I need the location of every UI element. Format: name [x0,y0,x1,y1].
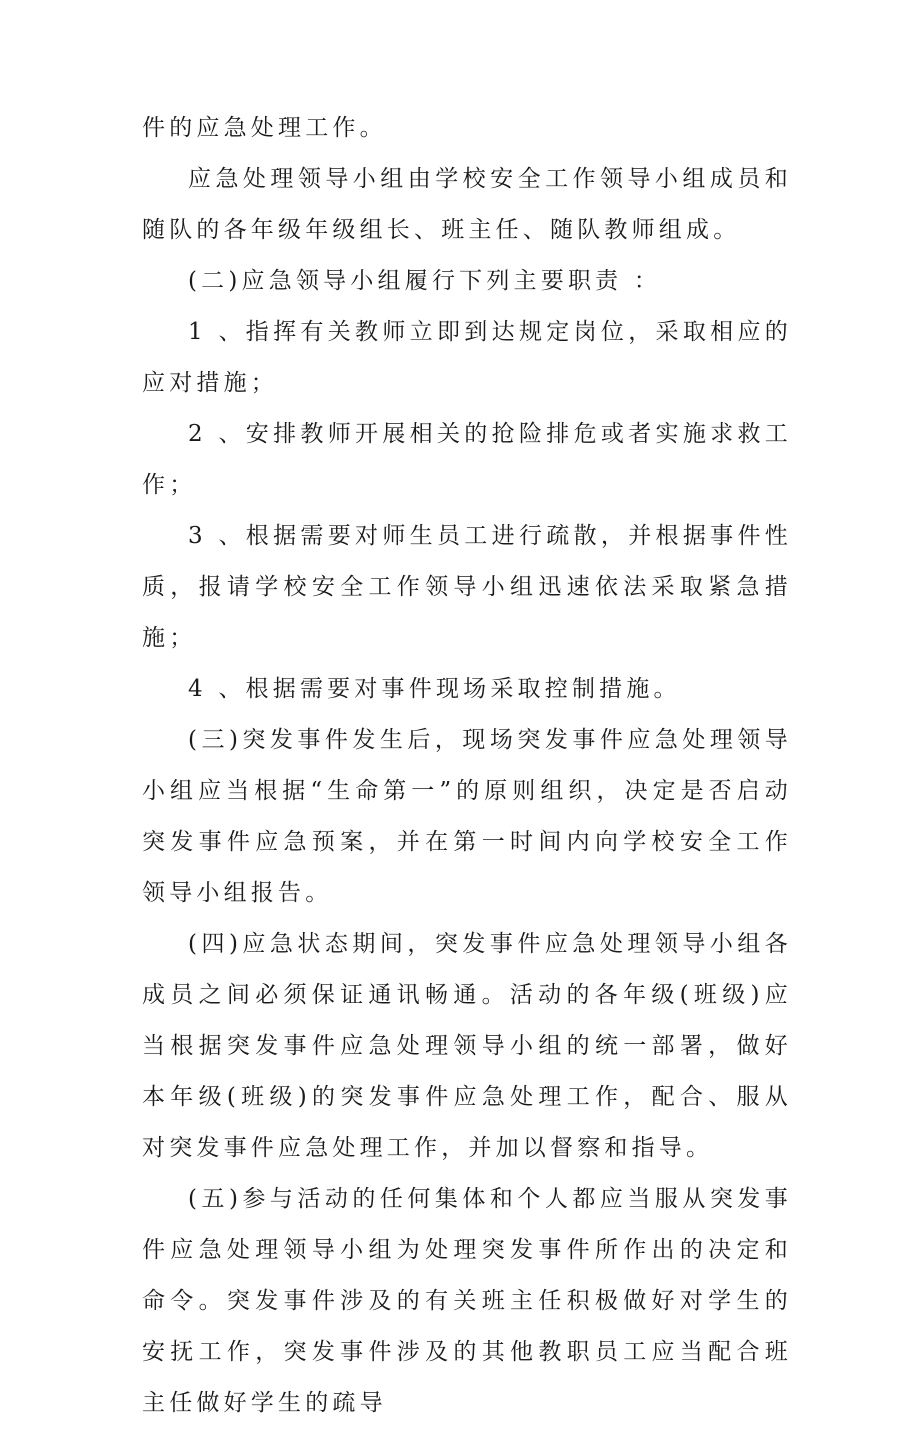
paragraph-duty-1: 1 、指挥有关教师立即到达规定岗位，采取相应的应对措施； [142,319,792,396]
paragraph-section-5: (五)参与活动的任何集体和个人都应当服从突发事件应急处理领导小组为处理突发事件所作出的决定和命令。突发事件涉及的有关班主任积极做好对学生的安抚工作，突发事件涉及的其他教职员工应当配合班主任做好学生的疏导 [142,1186,792,1416]
document-body [142,103,792,1429]
paragraph-section-4: (四)应急状态期间，突发事件应急处理领导小组各成员之间必须保证通讯畅通。活动的各年级(班级)应当根据突发事件应急处理领导小组的统一部署，做好本年级(班级)的突发事件应急处理工作，配合、服从对突发事件应急处理工作，并加以督察和指导。 [142,931,792,1161]
paragraph-section-2-heading: (二)应急领导小组履行下列主要职责 ： [188,268,662,294]
paragraph-duty-2: 2 、安排教师开展相关的抢险排危或者实施求救工作； [142,421,792,498]
paragraph-section-3: (三)突发事件发生后，现场突发事件应急处理领导小组应当根据“生命第一”的原则组织，决定是否启动突发事件应急预案，并在第一时间内向学校安全工作领导小组报告。 [142,727,792,906]
paragraph-continuation: 件的应急处理工作。 [142,115,387,141]
paragraph-duty-3: 3 、根据需要对师生员工进行疏散，并根据事件性质，报请学校安全工作领导小组迅速依法采取紧急措施； [142,523,792,651]
paragraph-team-composition: 应急处理领导小组由学校安全工作领导小组成员和随队的各年级年级组长、班主任、随队教师组成。 [142,166,792,243]
paragraph-duty-4: 4 、根据需要对事件现场采取控制措施。 [188,676,681,702]
